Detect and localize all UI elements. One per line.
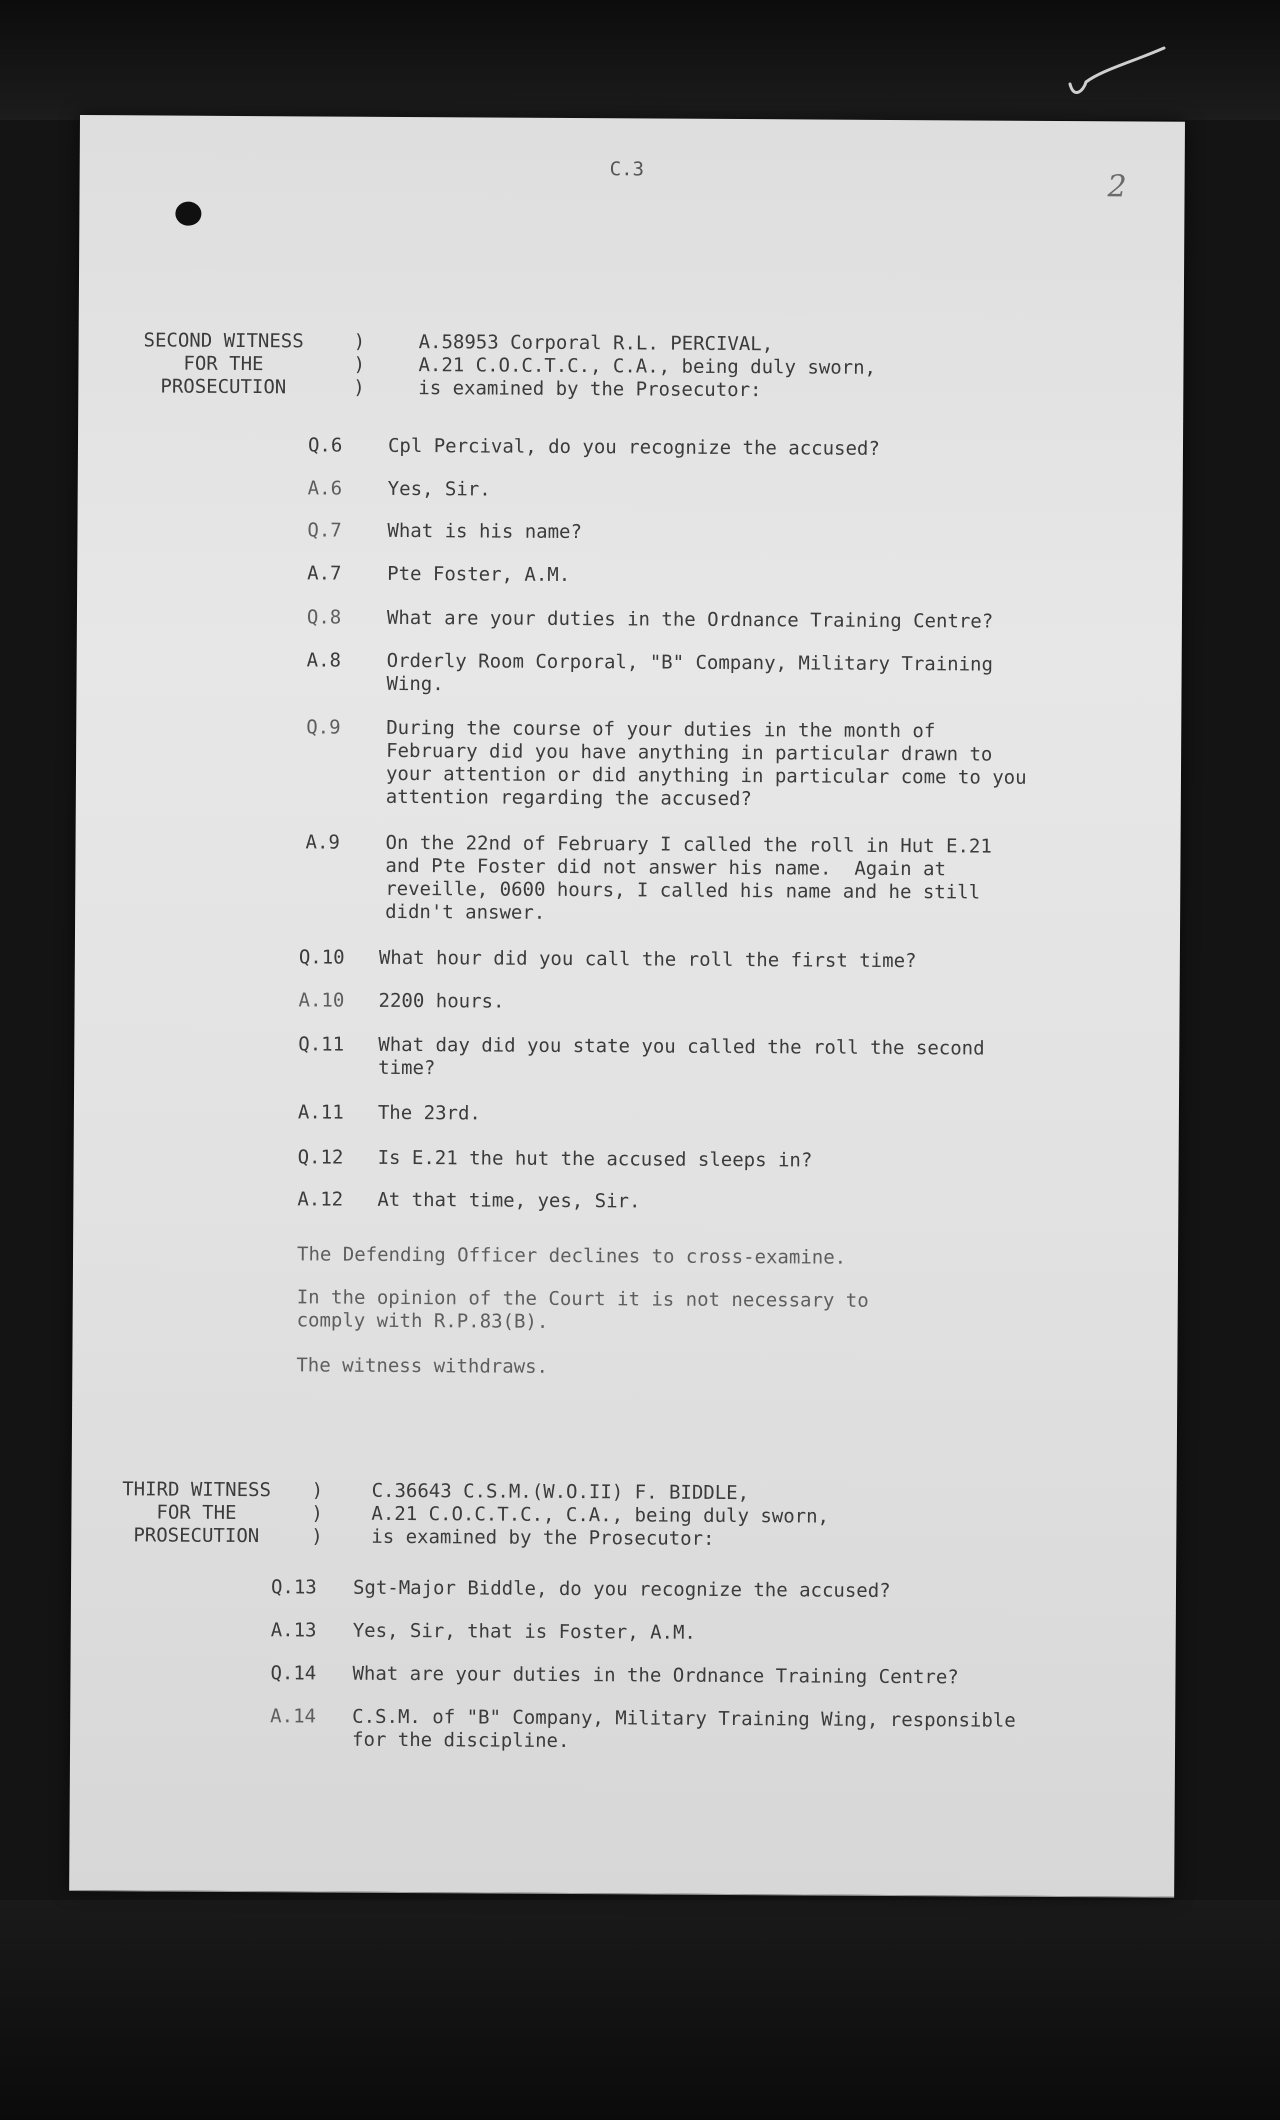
document-page bbox=[69, 115, 1185, 1897]
question-number: Q.11 bbox=[298, 1033, 345, 1056]
closing-statement: The Defending Officer declines to cross-examine. bbox=[296, 1243, 847, 1269]
question-number: Q.10 bbox=[298, 946, 345, 969]
question-text: What are your duties in the Ordnance Training Centre? bbox=[386, 606, 994, 633]
answer-text: and Pte Foster did not answer his name. Again at bbox=[385, 854, 946, 881]
question-text: your attention or did anything in particular come to you bbox=[385, 762, 1027, 789]
question-number: Q.14 bbox=[270, 1662, 317, 1685]
question-text: What are your duties in the Ordnance Training Centre? bbox=[352, 1662, 959, 1689]
answer-number: A.13 bbox=[270, 1619, 317, 1642]
page-number: C.3 bbox=[609, 158, 645, 181]
question-text: February did you have anything in particular drawn to bbox=[386, 739, 993, 766]
question-number: Q.13 bbox=[270, 1576, 317, 1599]
question-text: attention regarding the accused? bbox=[385, 785, 752, 811]
answer-text: 2200 hours. bbox=[378, 989, 505, 1013]
answer-text: The 23rd. bbox=[377, 1101, 481, 1125]
answer-number: A.14 bbox=[270, 1705, 317, 1728]
witness-intro-line: A.58953 Corporal R.L. PERCIVAL, bbox=[418, 331, 774, 356]
bracket: ) bbox=[353, 353, 366, 376]
witness-intro-line: is examined by the Prosecutor: bbox=[418, 377, 762, 402]
question-text: What day did you state you called the roll the second bbox=[378, 1033, 985, 1060]
bracket: ) bbox=[311, 1502, 323, 1525]
question-text: What is his name? bbox=[387, 519, 582, 544]
witness-intro-line: C.36643 C.S.M.(W.O.II) F. BIDDLE, bbox=[371, 1479, 750, 1505]
question-number: Q.6 bbox=[307, 434, 343, 457]
answer-text: reveille, 0600 hours, I called his name and he still bbox=[385, 877, 981, 904]
question-number: Q.8 bbox=[306, 606, 342, 629]
answer-text: Wing. bbox=[386, 672, 444, 696]
answer-text: C.S.M. of "B" Company, Military Training Wing, responsible bbox=[352, 1705, 1016, 1732]
answer-text: Pte Foster, A.M. bbox=[387, 562, 571, 587]
question-number: Q.9 bbox=[306, 716, 341, 739]
checkmark-icon bbox=[1062, 40, 1172, 110]
answer-text: On the 22nd of February I called the roll in Hut E.21 bbox=[385, 831, 992, 858]
answer-number: A.8 bbox=[306, 649, 342, 672]
witness-heading-line: FOR THE bbox=[183, 352, 264, 376]
answer-number: A.9 bbox=[305, 831, 340, 854]
question-text: What hour did you call the roll the first time? bbox=[378, 946, 917, 973]
answer-number: A.7 bbox=[307, 562, 342, 585]
answer-text: Orderly Room Corporal, "B" Company, Military Training bbox=[386, 649, 993, 676]
witness-heading-line: PROSECUTION bbox=[160, 375, 287, 399]
answer-text: for the discipline. bbox=[352, 1728, 570, 1753]
bracket: ) bbox=[311, 1479, 324, 1502]
closing-statement: The witness withdraws. bbox=[296, 1354, 549, 1378]
page-edge bbox=[69, 1890, 1174, 1898]
answer-number: A.10 bbox=[298, 989, 345, 1012]
witness-heading-line: FOR THE bbox=[156, 1501, 237, 1524]
closing-statement: In the opinion of the Court it is not necessary to bbox=[296, 1286, 869, 1312]
answer-number: A.12 bbox=[297, 1188, 344, 1211]
answer-text: Yes, Sir, that is Foster, A.M. bbox=[352, 1619, 696, 1644]
witness-intro-line: A.21 C.O.C.T.C., C.A., being duly sworn, bbox=[371, 1502, 830, 1528]
handwritten-page-number: 2 bbox=[1107, 169, 1127, 205]
answer-number: A.11 bbox=[297, 1101, 344, 1124]
question-text: During the course of your duties in the month of bbox=[386, 716, 936, 743]
punch-hole bbox=[175, 202, 201, 226]
witness-heading-line: SECOND WITNESS bbox=[143, 329, 304, 353]
film-border-bottom bbox=[0, 1900, 1280, 2120]
bracket: ) bbox=[353, 330, 366, 353]
answer-text: At that time, yes, Sir. bbox=[377, 1188, 641, 1213]
witness-intro-line: A.21 C.O.C.T.C., C.A., being duly sworn, bbox=[418, 354, 877, 379]
bracket: ) bbox=[311, 1525, 323, 1548]
question-number: Q.7 bbox=[307, 519, 342, 542]
question-text: Is E.21 the hut the accused sleeps in? bbox=[377, 1146, 813, 1172]
closing-statement: comply with R.P.83(B). bbox=[296, 1309, 549, 1333]
question-number: Q.12 bbox=[297, 1146, 344, 1169]
answer-text: didn't answer. bbox=[385, 900, 546, 924]
question-text: Cpl Percival, do you recognize the accused? bbox=[387, 434, 880, 460]
question-text: Sgt-Major Biddle, do you recognize the accused? bbox=[352, 1576, 891, 1602]
witness-intro-line: is examined by the Prosecutor: bbox=[371, 1525, 715, 1550]
witness-heading-line: THIRD WITNESS bbox=[122, 1478, 272, 1502]
answer-text: Yes, Sir. bbox=[387, 477, 491, 501]
answer-number: A.6 bbox=[307, 477, 343, 500]
question-text: time? bbox=[378, 1056, 436, 1080]
bracket: ) bbox=[353, 376, 365, 399]
witness-heading-line: PROSECUTION bbox=[133, 1524, 260, 1548]
